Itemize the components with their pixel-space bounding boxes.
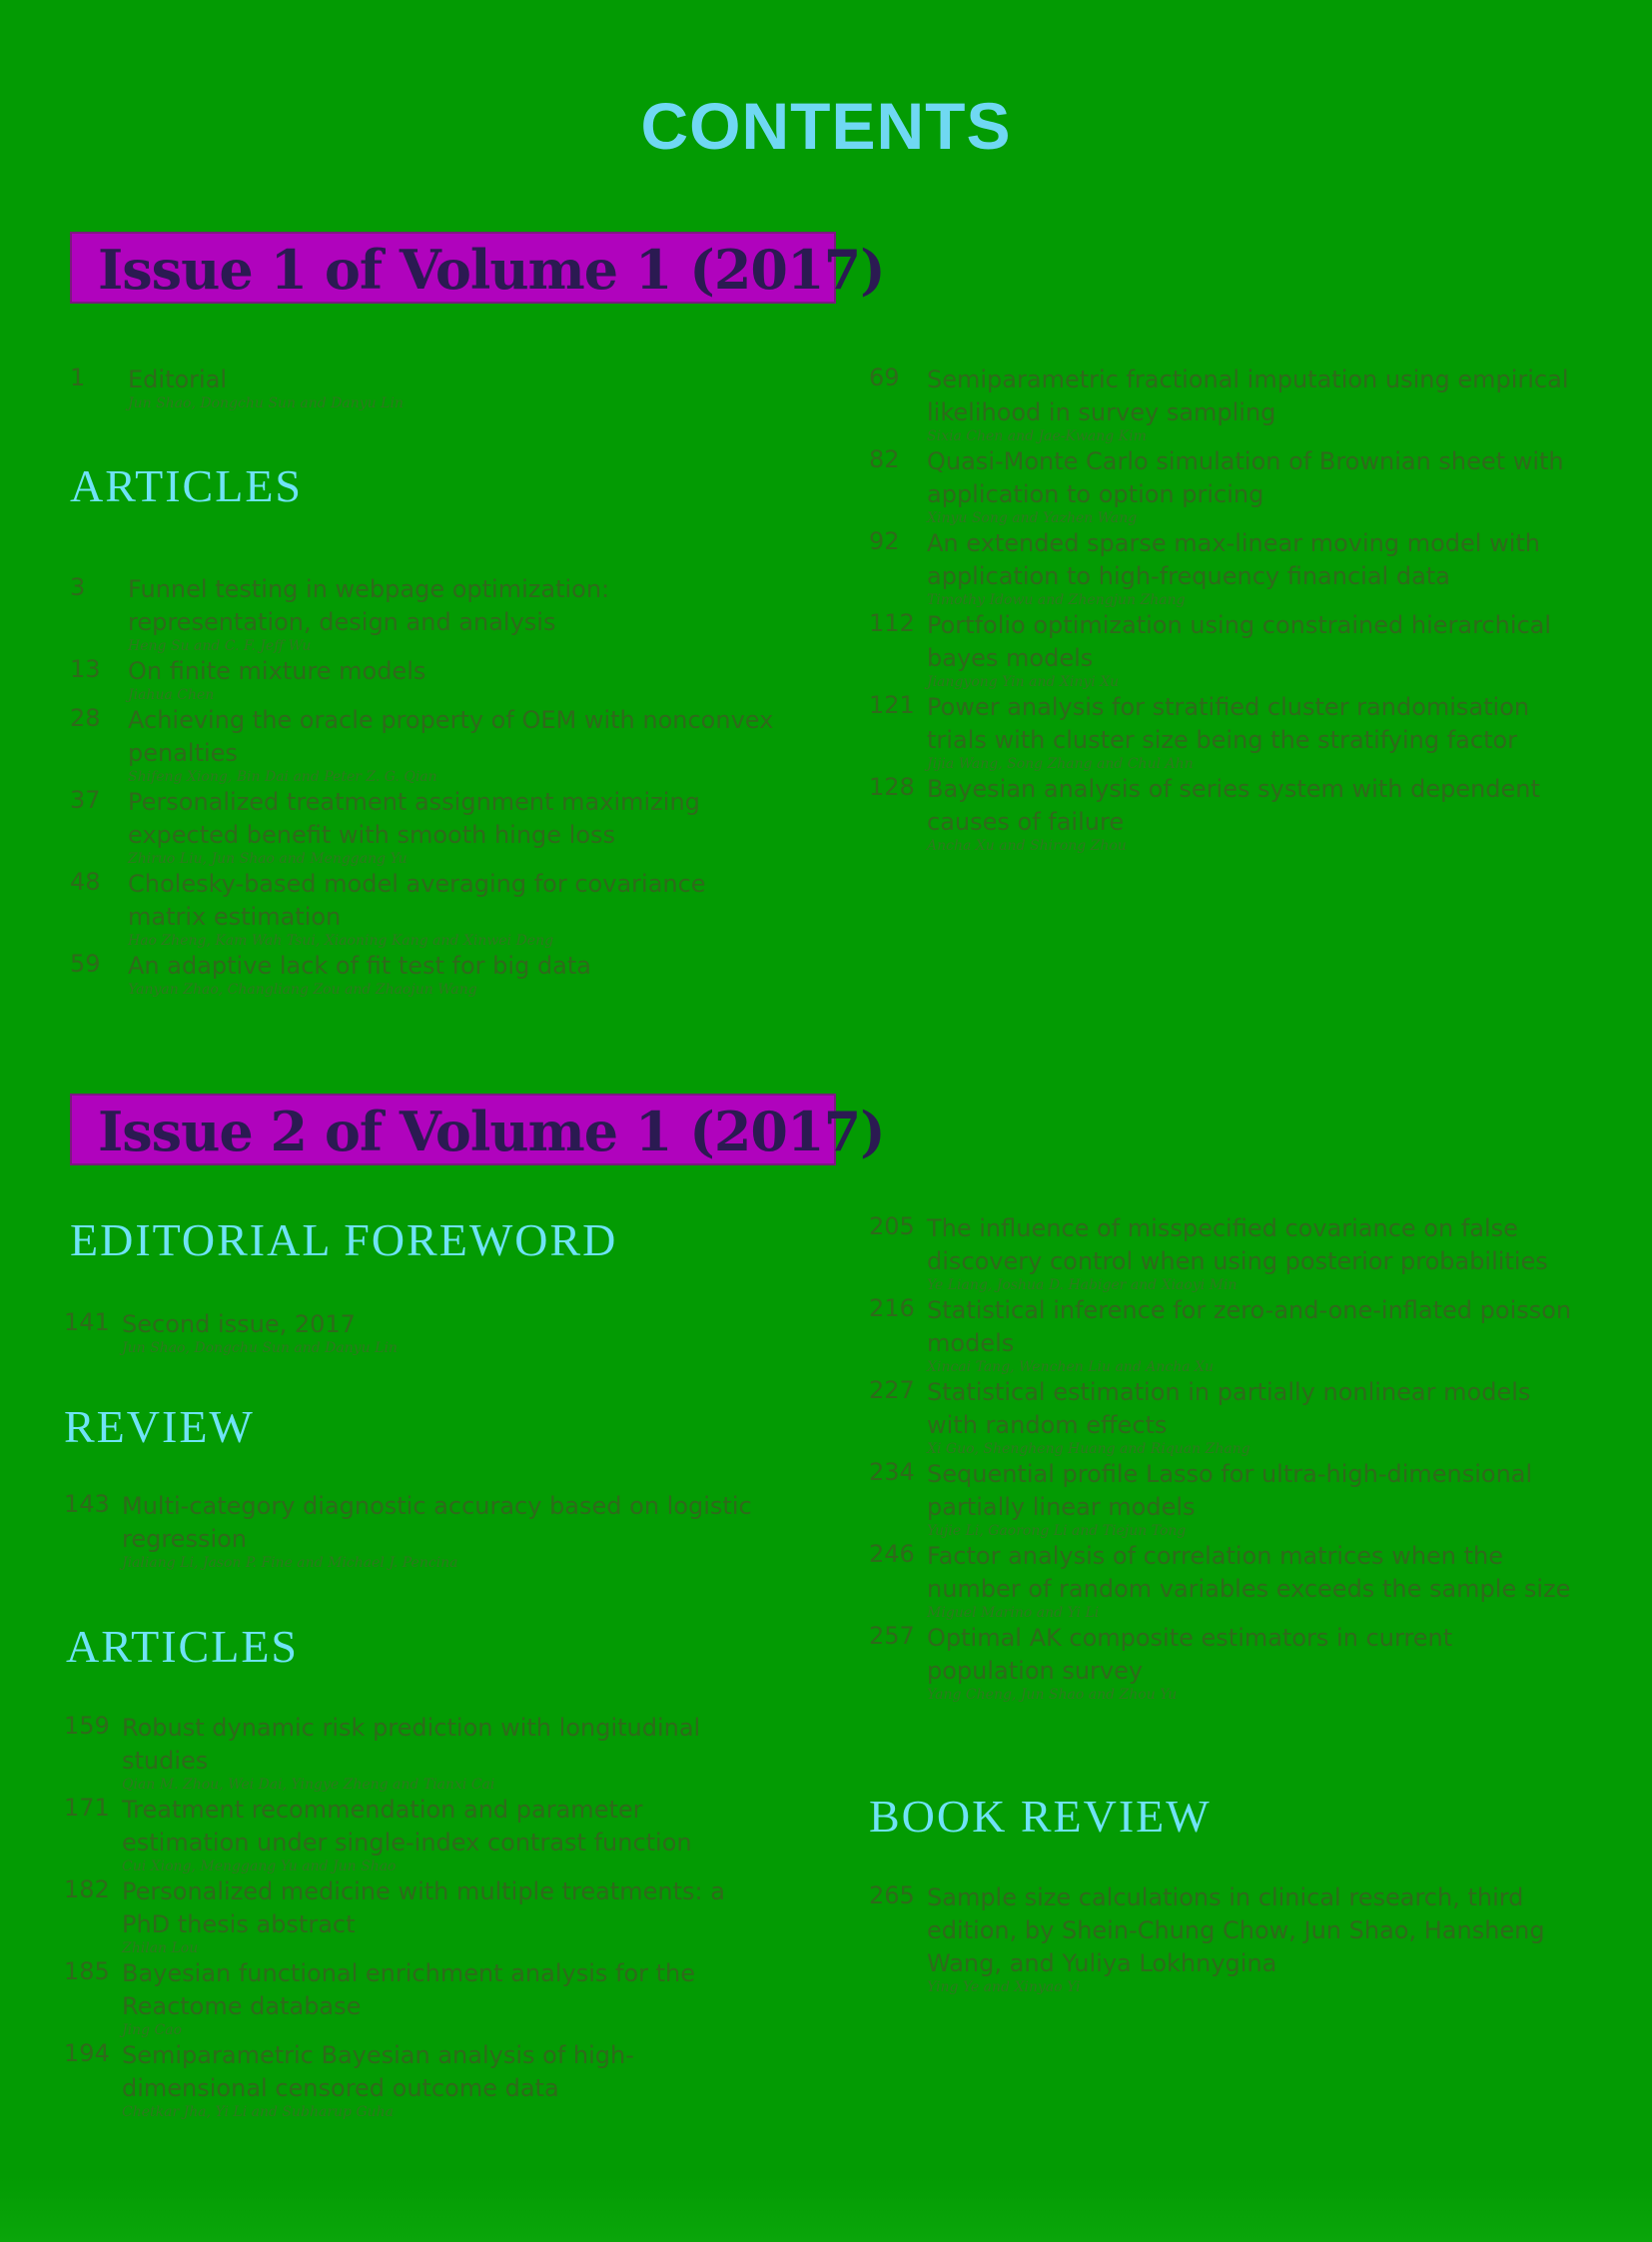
entry-authors: Shifeng Xiong, Bin Dai and Peter Z. G. Qian	[128, 769, 437, 785]
page-number: 182	[64, 1875, 110, 1903]
entry-authors: Chetkar Jha, Yi Li and Subharup Guha	[122, 2104, 395, 2120]
entry-title: The influence of misspecified covariance on false discovery control when using posterior probabilities	[927, 1214, 1548, 1275]
page-number: 92	[869, 527, 900, 555]
page-number: 143	[64, 1490, 110, 1518]
entry-title: Treatment recommendation and parameter estimation under single-index contrast function	[122, 1796, 692, 1857]
entry-authors: Jun Shao, Dongchu Sun and Danyu Lin	[128, 395, 404, 411]
toc-entry[interactable]	[869, 1458, 1576, 1540]
entry-authors: Jijia Wang, Song Zhang and Chul Ahn	[927, 756, 1194, 772]
entry-title: Sample size calculations in clinical research, third edition, by Shein-Chung Chow, Jun Shao, Hansheng Wang, and Yuliya Lokhnygina	[927, 1883, 1545, 1977]
entry-authors: Yang Cheng, Jun Shao and Zhou Yu	[927, 1687, 1178, 1703]
entry-title: Sequential profile Lasso for ultra-high-dimensional partially linear models	[927, 1460, 1533, 1521]
entry-title: Factor analysis of correlation matrices when the number of random variables exceeds the sample size	[927, 1542, 1571, 1603]
entry-title: Statistical estimation in partially nonlinear models with random effects	[927, 1378, 1531, 1439]
issue2-articles-right	[869, 1212, 1576, 1704]
entry-title: Statistical inference for zero-and-one-inflated poisson models	[927, 1296, 1572, 1357]
toc-entry[interactable]	[70, 573, 777, 655]
page-number: 121	[869, 691, 915, 719]
toc-entry[interactable]	[70, 655, 777, 704]
toc-entry[interactable]	[869, 364, 1576, 445]
entry-title: Achieving the oracle property of OEM with nonconvex penalties	[128, 706, 774, 767]
entry-title: Multi-category diagnostic accuracy based on logistic regression	[122, 1492, 752, 1553]
toc-entry[interactable]	[70, 786, 777, 868]
entry-title: An adaptive lack of fit test for big data	[128, 952, 592, 980]
entry-title: Semiparametric fractional imputation using empirical likelihood in survey sampling	[927, 366, 1569, 426]
entry-title: Optimal AK composite estimators in current population survey	[927, 1624, 1453, 1685]
toc-entry[interactable]	[869, 1294, 1576, 1376]
page-number: 13	[70, 655, 101, 683]
entry-authors: Hao Zheng, Kam Wah Tsui, Xiaoning Kang and Xinwei Deng	[128, 933, 554, 949]
toc-entry[interactable]	[869, 1881, 1576, 1996]
entry-authors: Cui Xiong, Menggang Yu and Jun Shao	[122, 1859, 397, 1874]
page-number: 194	[64, 2039, 110, 2067]
issue2-banner-text: Issue 2 of Volume 1 (2017)	[98, 1100, 885, 1163]
page-number: 128	[869, 773, 915, 801]
entry-title: Power analysis for stratified cluster randomisation trials with cluster size being the stratifying factor	[927, 693, 1530, 754]
toc-entry[interactable]	[869, 1212, 1576, 1294]
toc-entry[interactable]	[869, 1376, 1576, 1458]
entry-authors: Ying Ye and Xinyao Yi	[927, 1979, 1081, 1995]
toc-entry[interactable]	[70, 364, 777, 412]
entry-authors: Miguel Marino and Yi Li	[927, 1605, 1100, 1621]
toc-entry[interactable]	[70, 704, 777, 786]
page-number: 82	[869, 445, 900, 473]
toc-entry[interactable]	[64, 2039, 771, 2121]
entry-title: Personalized treatment assignment maximizing expected benefit with smooth hinge loss	[128, 788, 700, 849]
issue1-editorial	[70, 364, 777, 412]
page-number: 171	[64, 1794, 110, 1822]
toc-entry[interactable]	[70, 868, 777, 950]
entry-title: Second issue, 2017	[122, 1310, 356, 1338]
page-number: 185	[64, 1957, 110, 1985]
entry-authors: Jing Cao	[122, 2022, 183, 2038]
toc-entry[interactable]	[64, 1794, 771, 1875]
issue2-banner	[70, 1094, 885, 1165]
page-number: 69	[869, 364, 900, 391]
entry-title: Portfolio optimization using constrained hierarchical bayes models	[927, 611, 1552, 672]
issue2-foreword	[64, 1308, 771, 1357]
page-number: 141	[64, 1308, 110, 1336]
entry-title: Robust dynamic risk prediction with longitudinal studies	[122, 1714, 701, 1775]
bottom-gradient	[0, 2177, 1652, 2242]
issue2-articles-heading: ARTICLES	[66, 1621, 300, 1672]
issue2-review-heading: REVIEW	[64, 1401, 255, 1452]
toc-entry[interactable]	[869, 1540, 1576, 1622]
page-number: 265	[869, 1881, 915, 1909]
entry-title: Cholesky-based model averaging for covariance matrix estimation	[128, 870, 706, 931]
entry-authors: Xinyu Song and Yazhen Wang	[927, 510, 1138, 526]
entry-authors: Jiahua Chen	[128, 687, 215, 703]
page-number: 37	[70, 786, 101, 814]
toc-entry[interactable]	[70, 950, 777, 999]
page-number: 216	[869, 1294, 915, 1322]
page-number: 159	[64, 1712, 110, 1740]
issue1-articles-heading: ARTICLES	[70, 460, 304, 511]
entry-authors: Yujie Li, Gaorong Li and Tiejun Tong	[927, 1523, 1187, 1539]
page-number: 227	[869, 1376, 915, 1404]
issue2-articles-left	[64, 1712, 771, 2121]
toc-entry[interactable]	[64, 1875, 771, 1957]
entry-authors: Zhilan Lou	[122, 1940, 199, 1956]
toc-entry[interactable]	[64, 1957, 771, 2039]
page-number: 205	[869, 1212, 915, 1240]
page-number: 3	[70, 573, 86, 601]
issue1-articles-right	[869, 364, 1576, 855]
entry-authors: Qian M. Zhou, Wei Dai, Yingye Zheng and Tianxi Cai	[122, 1777, 495, 1793]
entry-title: Personalized medicine with multiple treatments: a PhD thesis abstract	[122, 1877, 725, 1938]
entry-authors: Ye Liang, Joshua D. Habiger and Xiaoyi Min	[927, 1277, 1238, 1293]
book-review-heading: BOOK REVIEW	[869, 1791, 1212, 1842]
entry-authors: Xi Guo, Shengheng Huang and Riquan Zhang	[927, 1441, 1250, 1457]
entry-title: On finite mixture models	[128, 657, 426, 685]
page-number: 257	[869, 1622, 915, 1650]
page-number: 1	[70, 364, 86, 391]
entry-authors: Jialiang Li, Jason P. Fine and Michael J. Pencina	[122, 1555, 458, 1571]
toc-entry[interactable]	[869, 691, 1576, 773]
entry-authors: Jiangyong Yin and Xinyi Xu	[927, 674, 1120, 690]
book-review	[869, 1881, 1576, 1996]
entry-title: Quasi-Monte Carlo simulation of Brownian sheet with application to option pricing	[927, 447, 1564, 508]
toc-entry[interactable]	[869, 527, 1576, 609]
issue1-articles-left	[70, 573, 777, 999]
entry-authors: Sixia Chen and Jae-Kwang Kim	[927, 428, 1147, 444]
issue2-review	[64, 1490, 771, 1572]
issue1-banner	[70, 232, 885, 304]
toc-entry[interactable]	[869, 1622, 1576, 1704]
entry-title: An extended sparse max-linear moving model with application to high-frequency financial data	[927, 529, 1541, 590]
entry-title: Editorial	[128, 366, 228, 393]
page-number: 48	[70, 868, 101, 896]
entry-authors: Jun Shao, Dongchu Sun and Danyu Lin	[122, 1340, 398, 1356]
toc-entry[interactable]	[869, 445, 1576, 527]
entry-authors: Zhiruo Liu, Jun Shao and Menggang Yu	[128, 851, 408, 867]
page-number: 246	[869, 1540, 915, 1568]
entry-authors: Xincai Tang, Wenchen Liu and Ancha Xu	[927, 1359, 1214, 1375]
page-number: 59	[70, 950, 101, 978]
entry-authors: Timothy Idowu and Zhengjun Zhang	[927, 592, 1186, 608]
toc-entry[interactable]	[64, 1490, 771, 1572]
toc-entry[interactable]	[64, 1712, 771, 1794]
entry-authors: Ancha Xu and Shirong Zhou	[927, 838, 1127, 854]
entry-authors: Yanyan Zhao, Changliang Zou and Zhaojun Wang	[128, 982, 477, 998]
toc-entry[interactable]	[869, 773, 1576, 855]
entry-title: Funnel testing in webpage optimization: representation, design and analysis	[128, 575, 610, 636]
entry-title: Bayesian analysis of series system with dependent causes of failure	[927, 775, 1540, 836]
page-number: 112	[869, 609, 915, 637]
issue1-banner-text: Issue 1 of Volume 1 (2017)	[98, 238, 885, 302]
page-number: 28	[70, 704, 101, 732]
issue2-foreword-heading: EDITORIAL FOREWORD	[70, 1214, 618, 1265]
entry-title: Semiparametric Bayesian analysis of high-dimensional censored outcome data	[122, 2041, 634, 2102]
entry-authors: Heng Su and C. F. Jeff Wu	[128, 638, 312, 654]
toc-entry[interactable]	[64, 1308, 771, 1357]
toc-entry[interactable]	[869, 609, 1576, 691]
page-number: 234	[869, 1458, 915, 1486]
page-title: CONTENTS	[640, 89, 1012, 163]
entry-title: Bayesian functional enrichment analysis for the Reactome database	[122, 1959, 696, 2020]
